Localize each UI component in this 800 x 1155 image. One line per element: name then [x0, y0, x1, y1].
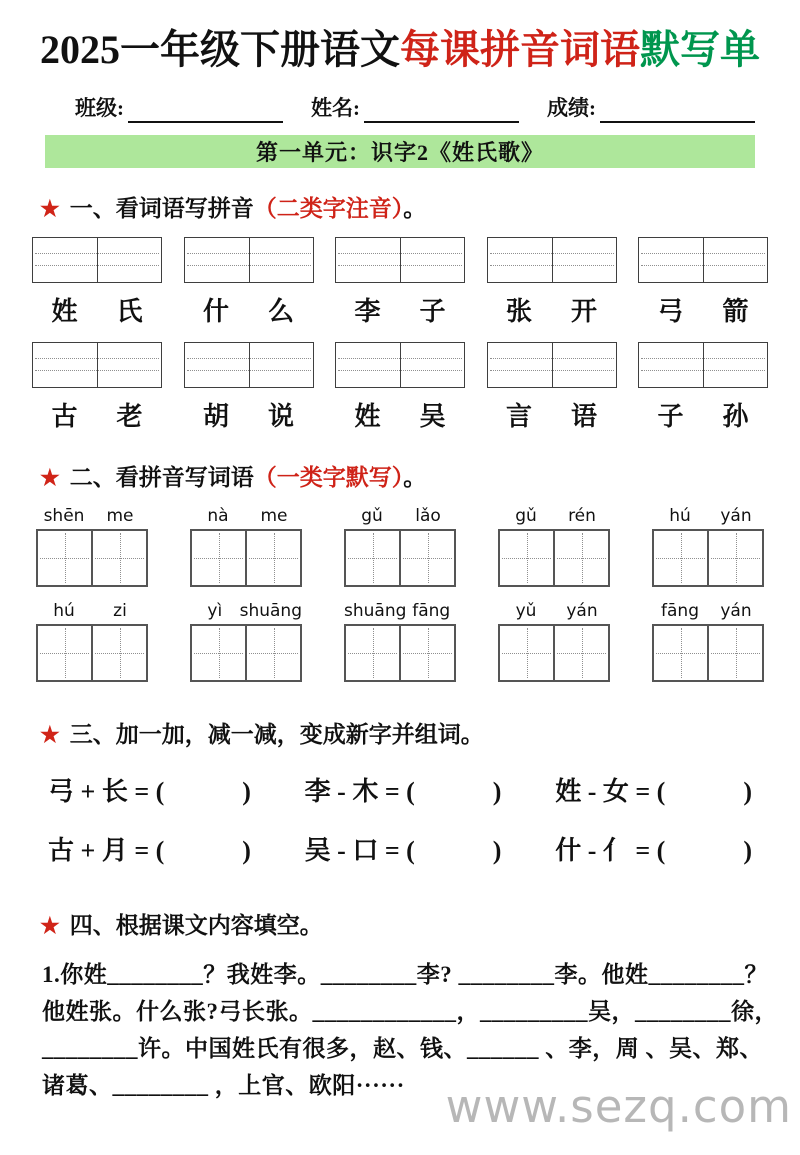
guide-line: [35, 358, 159, 359]
character-writing-box: [36, 624, 148, 682]
pinyin-row: [36, 506, 764, 587]
unit-banner: 第一单元：识字2《姓氏歌》: [45, 135, 755, 168]
exercise-row: [48, 830, 752, 867]
hanzi-char: 言: [505, 402, 532, 431]
pinyin-syllable: lǎo: [415, 506, 441, 526]
word-row: [32, 342, 768, 433]
writing-cell: [346, 531, 399, 585]
word-unit: [335, 342, 465, 433]
hanzi-char: 吴: [419, 402, 446, 431]
character-writing-box: [652, 529, 764, 587]
section2-heading: [40, 459, 800, 492]
section3-heading: [40, 716, 800, 749]
pinyin-labels: [498, 506, 610, 526]
character-writing-box: [36, 529, 148, 587]
section3-exercises: [0, 771, 800, 867]
section2-heading-main: 二、看拼音写词语: [69, 465, 254, 490]
hanzi-char: 姓: [51, 297, 78, 326]
writing-cell: [91, 531, 146, 585]
word-unit: [184, 342, 314, 433]
exercise-item: 什 - 亻 = ( ): [555, 836, 752, 865]
hanzi-pair: [184, 396, 314, 433]
class-label: 班级:: [75, 96, 124, 120]
hanzi-char: 孙: [722, 402, 749, 431]
pinyin-syllable: yán: [720, 601, 752, 621]
guide-line: [338, 253, 462, 254]
pinyin-unit: [36, 601, 148, 682]
word-unit: [487, 237, 617, 328]
hanzi-pair: [32, 291, 162, 328]
fill-in-line: 1.你姓________？我姓李。________李? ________李。他姓________？: [42, 962, 768, 987]
guide-line: [641, 370, 765, 371]
section4-heading-main: 四、根据课文内容填空。: [69, 913, 323, 938]
writing-cell: [192, 626, 245, 680]
guide-line: [35, 265, 159, 266]
word-row: [32, 237, 768, 328]
pinyin-writing-box: [638, 237, 768, 283]
hanzi-char: 老: [116, 402, 143, 431]
guide-line: [338, 358, 462, 359]
pinyin-writing-box: [487, 237, 617, 283]
hanzi-pair: [335, 291, 465, 328]
box-divider: [400, 343, 401, 387]
watermark: www.sezq.com: [445, 1080, 792, 1133]
writing-cell: [500, 531, 553, 585]
word-unit: [32, 237, 162, 328]
hanzi-pair: [335, 396, 465, 433]
word-unit: [638, 237, 768, 328]
guide-line: [338, 265, 462, 266]
exercise-item: 吴 - 口 = ( ): [304, 836, 502, 865]
box-divider: [97, 238, 98, 282]
fill-in-line: ________许。中国姓氏有很多，赵、钱、______ 、李，周 、吴、郑、: [42, 1036, 763, 1061]
section2-heading-suffix: 。: [403, 465, 427, 490]
hanzi-char: 说: [267, 402, 294, 431]
pinyin-writing-box: [335, 342, 465, 388]
hanzi-char: 李: [354, 297, 381, 326]
section1-heading-main: 一、看词语写拼音: [69, 196, 254, 221]
exercise-row: [48, 771, 752, 808]
hanzi-char: 胡: [202, 402, 229, 431]
class-blank-line: [128, 97, 283, 123]
fill-in-line: 他姓张。什么张?弓长张。____________，_________吴，________徐，: [42, 999, 778, 1024]
score-blank-line: [600, 97, 755, 123]
guide-line: [187, 358, 311, 359]
star-icon: ★: [40, 465, 60, 490]
writing-cell: [654, 531, 707, 585]
pinyin-syllable: nà: [207, 506, 229, 526]
guide-line: [641, 253, 765, 254]
pinyin-syllable: gǔ: [361, 506, 383, 526]
title-part-green: 默写单: [640, 27, 760, 72]
section1-word-grid: [0, 237, 800, 433]
character-writing-box: [498, 529, 610, 587]
page-title: [0, 24, 800, 76]
pinyin-unit: [652, 601, 764, 682]
section3-heading-main: 三、加一加，减一减，变成新字并组词。: [69, 722, 484, 747]
guide-line: [490, 370, 614, 371]
hanzi-pair: [638, 291, 768, 328]
pinyin-labels: [652, 601, 764, 621]
pinyin-labels: [344, 506, 456, 526]
pinyin-writing-box: [32, 237, 162, 283]
pinyin-writing-box: [638, 342, 768, 388]
box-divider: [552, 238, 553, 282]
box-divider: [552, 343, 553, 387]
guide-line: [490, 265, 614, 266]
hanzi-char: 子: [419, 297, 446, 326]
hanzi-pair: [638, 396, 768, 433]
pinyin-writing-box: [487, 342, 617, 388]
name-field: [311, 92, 519, 123]
exercise-item: 李 - 木 = ( ): [304, 777, 502, 806]
section1-heading-paren: （二类字注音）: [253, 196, 404, 221]
writing-cell: [245, 626, 300, 680]
pinyin-labels: [36, 506, 148, 526]
pinyin-unit: [344, 601, 456, 682]
guide-line: [641, 358, 765, 359]
guide-line: [187, 370, 311, 371]
word-unit: [638, 342, 768, 433]
writing-cell: [245, 531, 300, 585]
hanzi-char: 氏: [116, 297, 143, 326]
writing-cell: [399, 531, 454, 585]
pinyin-syllable: fāng: [661, 601, 699, 621]
title-part-black: 2025一年级下册语文: [40, 27, 400, 72]
pinyin-unit: [498, 506, 610, 587]
hanzi-char: 语: [570, 402, 597, 431]
guide-line: [187, 253, 311, 254]
character-writing-box: [344, 529, 456, 587]
character-writing-box: [190, 624, 302, 682]
pinyin-syllable: shuāng: [239, 601, 302, 621]
guide-line: [338, 370, 462, 371]
writing-cell: [553, 531, 608, 585]
name-blank-line: [364, 97, 519, 123]
writing-cell: [654, 626, 707, 680]
pinyin-writing-box: [184, 237, 314, 283]
pinyin-unit: [498, 601, 610, 682]
pinyin-labels: [652, 506, 764, 526]
hanzi-pair: [487, 396, 617, 433]
pinyin-writing-box: [184, 342, 314, 388]
writing-cell: [346, 626, 399, 680]
writing-cell: [192, 531, 245, 585]
word-unit: [335, 237, 465, 328]
box-divider: [703, 238, 704, 282]
pinyin-syllable: zi: [113, 601, 127, 621]
pinyin-labels: [36, 601, 148, 621]
guide-line: [187, 265, 311, 266]
name-label: 姓名:: [311, 96, 360, 120]
hanzi-pair: [487, 291, 617, 328]
title-part-red: 每课拼音词语: [400, 27, 640, 72]
writing-cell: [38, 626, 91, 680]
hanzi-char: 古: [51, 402, 78, 431]
pinyin-unit: [190, 601, 302, 682]
pinyin-labels: [190, 601, 302, 621]
pinyin-syllable: fāng: [412, 601, 451, 621]
exercise-item: 古 + 月 = ( ): [48, 836, 251, 865]
pinyin-unit: [344, 506, 456, 587]
pinyin-writing-box: [32, 342, 162, 388]
class-field: [75, 92, 283, 123]
guide-line: [641, 265, 765, 266]
word-unit: [184, 237, 314, 328]
writing-cell: [91, 626, 146, 680]
pinyin-syllable: yán: [720, 506, 752, 526]
writing-cell: [399, 626, 454, 680]
hanzi-char: 子: [657, 402, 684, 431]
writing-cell: [707, 626, 762, 680]
pinyin-unit: [652, 506, 764, 587]
pinyin-row: [36, 601, 764, 682]
box-divider: [249, 238, 250, 282]
info-fields: [75, 92, 755, 123]
word-unit: [487, 342, 617, 433]
hanzi-char: 弓: [657, 297, 684, 326]
hanzi-char: 箭: [722, 297, 749, 326]
pinyin-syllable: shuāng: [344, 601, 407, 621]
writing-cell: [553, 626, 608, 680]
pinyin-syllable: yán: [566, 601, 598, 621]
pinyin-syllable: gǔ: [515, 506, 537, 526]
pinyin-labels: [344, 601, 456, 621]
writing-cell: [500, 626, 553, 680]
guide-line: [35, 253, 159, 254]
pinyin-syllable: hú: [669, 506, 691, 526]
pinyin-labels: [498, 601, 610, 621]
box-divider: [249, 343, 250, 387]
pinyin-syllable: me: [260, 506, 288, 526]
section2-heading-paren: （一类字默写）: [253, 465, 404, 490]
hanzi-char: 张: [505, 297, 532, 326]
score-field: [547, 92, 755, 123]
character-writing-box: [498, 624, 610, 682]
pinyin-writing-box: [335, 237, 465, 283]
star-icon: ★: [40, 913, 60, 938]
pinyin-syllable: yǔ: [515, 601, 537, 621]
writing-cell: [707, 531, 762, 585]
hanzi-char: 姓: [354, 402, 381, 431]
writing-cell: [38, 531, 91, 585]
star-icon: ★: [40, 722, 60, 747]
hanzi-pair: [32, 396, 162, 433]
pinyin-syllable: shēn: [43, 506, 85, 526]
guide-line: [490, 253, 614, 254]
hanzi-char: 什: [202, 297, 229, 326]
fill-in-line: 诸葛、________ ，上官、欧阳······: [42, 1073, 405, 1098]
box-divider: [703, 343, 704, 387]
star-icon: ★: [40, 196, 60, 221]
hanzi-pair: [184, 291, 314, 328]
character-writing-box: [190, 529, 302, 587]
score-label: 成绩:: [547, 96, 596, 120]
hanzi-char: 开: [570, 297, 597, 326]
hanzi-char: 么: [267, 297, 294, 326]
exercise-item: 弓 + 长 = ( ): [48, 777, 251, 806]
box-divider: [97, 343, 98, 387]
pinyin-syllable: me: [106, 506, 134, 526]
section4-heading: [40, 907, 800, 940]
exercise-item: 姓 - 女 = ( ): [555, 777, 752, 806]
box-divider: [400, 238, 401, 282]
pinyin-unit: [190, 506, 302, 587]
pinyin-syllable: rén: [568, 506, 596, 526]
pinyin-syllable: yì: [207, 601, 223, 621]
pinyin-labels: [190, 506, 302, 526]
character-writing-box: [652, 624, 764, 682]
word-unit: [32, 342, 162, 433]
pinyin-syllable: hú: [53, 601, 75, 621]
section1-heading-suffix: 。: [403, 196, 427, 221]
character-writing-box: [344, 624, 456, 682]
pinyin-unit: [36, 506, 148, 587]
guide-line: [35, 370, 159, 371]
guide-line: [490, 358, 614, 359]
section1-heading: [40, 190, 800, 223]
section2-pinyin-grid: [0, 506, 800, 682]
